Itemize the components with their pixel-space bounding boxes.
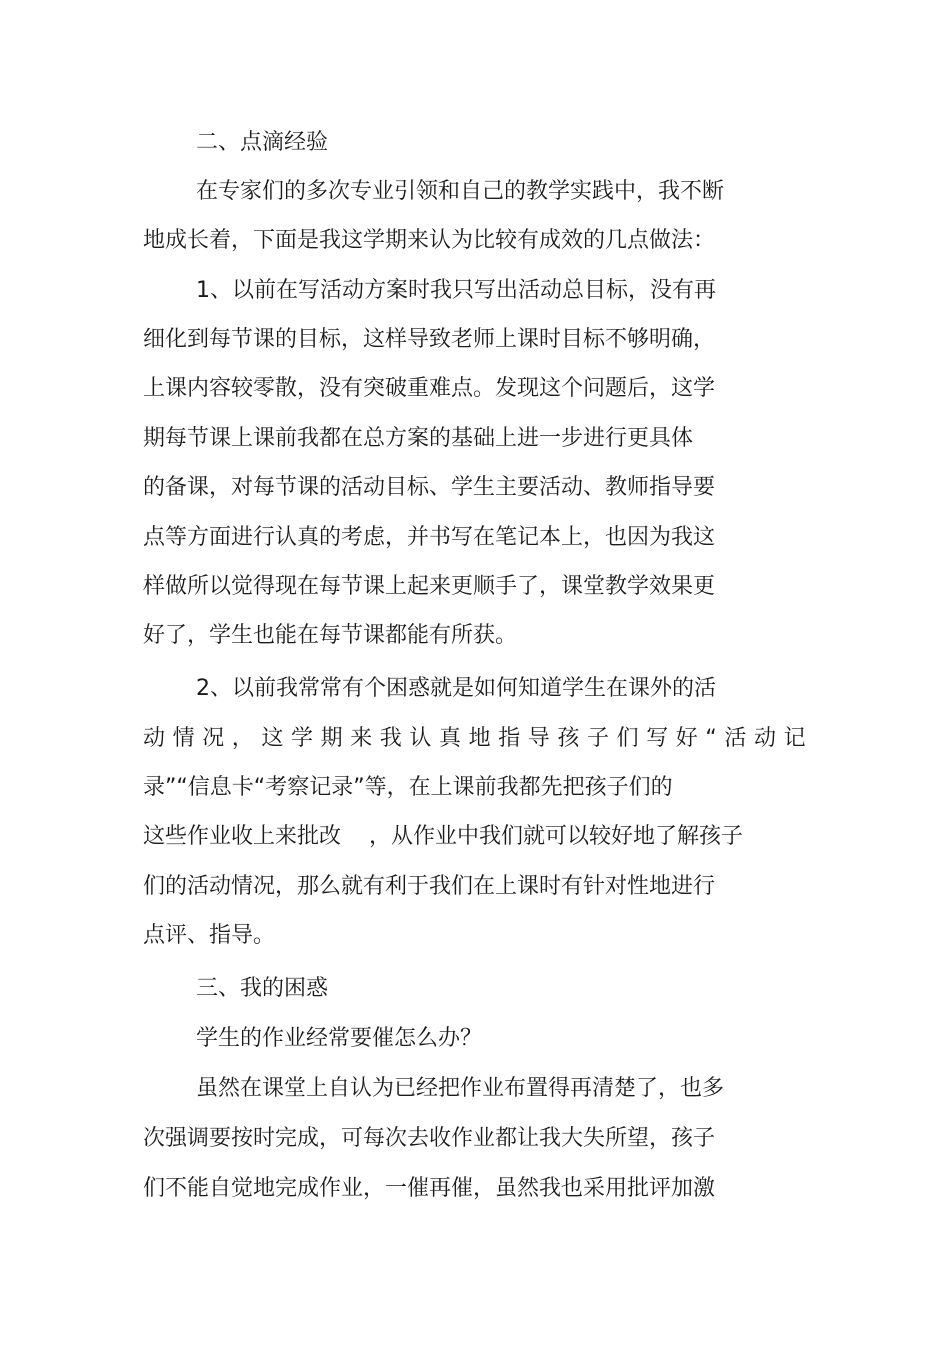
paragraph-line: 在专家们的多次专业引领和自己的教学实践中，我不断	[196, 179, 725, 204]
question-line: 学生的作业经常要催怎么办？	[196, 1026, 483, 1051]
paragraph-line: 样做所以觉得现在每节课上起来更顺手了，课堂教学效果更	[143, 574, 716, 599]
section-heading-confusion: 三、我的困惑	[196, 976, 329, 1001]
paragraph-line: 期每节课上课前我都在总方案的基础上进一步进行更具体	[143, 426, 694, 451]
paragraph-line: 动情况，这学期来我认真地指导孩子们写好“活动记	[143, 726, 814, 751]
paragraph-line: 好了，学生也能在每节课都能有所获。	[143, 623, 518, 648]
paragraph-line: 们不能自觉地完成作业，一催再催，虽然我也采用批评加激	[143, 1176, 716, 1201]
paragraph-line: 录”“信息卡“考察记录”等，在上课前我都先把孩子们的	[143, 775, 673, 800]
paragraph-line: 的备课，对每节课的活动目标、学生主要活动、教师指导要	[143, 475, 716, 500]
paragraph-line: 次强调要按时完成，可每次去收作业都让我大失所望，孩子	[143, 1126, 716, 1151]
paragraph-line: 虽然在课堂上自认为已经把作业布置得再清楚了，也多	[196, 1076, 725, 1101]
paragraph-line: 点评、指导。	[143, 923, 276, 948]
paragraph-line: 地成长着，下面是我这学期来认为比较有成效的几点做法：	[143, 228, 716, 253]
section-heading-experience: 二、点滴经验	[196, 130, 329, 155]
paragraph-line: 上课内容较零散，没有突破重难点。发现这个问题后，这学	[143, 376, 716, 401]
paragraph-line: 们的活动情况，那么就有利于我们在上课时有针对性地进行	[143, 874, 716, 899]
paragraph-line: 点等方面进行认真的考虑，并书写在笔记本上，也因为我这	[143, 525, 716, 550]
paragraph-line: 2、以前我常常有个困惑就是如何知道学生在课外的活	[196, 676, 716, 701]
paragraph-line: 细化到每节课的目标，这样导致老师上课时目标不够明确，	[143, 327, 716, 352]
paragraph-line: 这些作业收上来批改 ，从作业中我们就可以较好地了解孩子	[143, 824, 743, 849]
paragraph-line: 1、以前在写活动方案时我只写出活动总目标，没有再	[196, 278, 716, 303]
